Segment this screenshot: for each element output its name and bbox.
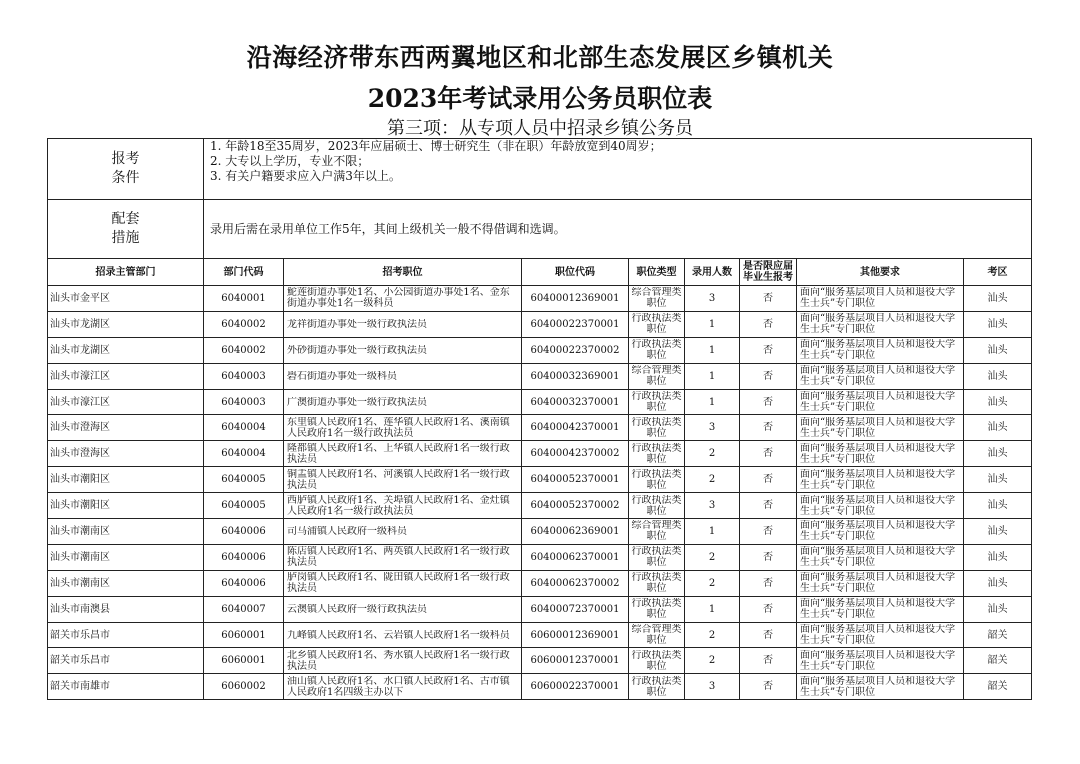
cell-grad-only: 否 xyxy=(740,570,797,596)
col-header-other: 其他要求 xyxy=(797,259,964,286)
cell-position xyxy=(284,441,522,467)
cell-hire-count: 3 xyxy=(685,286,740,312)
cell-dept-code: 6040006 xyxy=(204,519,284,545)
cell-grad-only: 否 xyxy=(740,674,797,700)
cell-grad-only: 否 xyxy=(740,596,797,622)
cell-other-requirements xyxy=(797,622,964,648)
cell-other-requirements-text: 面向“服务基层项目人员和退役大学生士兵”专门职位 xyxy=(800,365,956,388)
cell-position-text: 油山镇人民政府1名、水口镇人民政府1名、古市镇人民政府1名四级主办以下 xyxy=(287,675,510,698)
condition-item: 2. 大专以上学历，专业不限； xyxy=(210,154,370,168)
cell-position-code: 60600022370001 xyxy=(522,674,629,700)
cell-position-text: 云澳镇人民政府一级行政执法员 xyxy=(287,603,427,615)
cell-other-requirements xyxy=(797,544,964,570)
cell-exam-area: 汕头 xyxy=(964,389,1032,415)
cell-position-code: 60400042370001 xyxy=(522,415,629,441)
cell-other-requirements-text: 面向“服务基层项目人员和退役大学生士兵”专门职位 xyxy=(800,624,956,647)
table-row xyxy=(48,311,1032,337)
cell-dept: 汕头市金平区 xyxy=(48,286,204,312)
cell-grad-only: 否 xyxy=(740,467,797,493)
table-row xyxy=(48,467,1032,493)
cell-dept-code: 6040001 xyxy=(204,286,284,312)
cell-position-type-text: 行政执法类职位 xyxy=(631,675,682,698)
cell-position xyxy=(284,570,522,596)
cell-dept: 韶关市南雄市 xyxy=(48,674,204,700)
cell-position-code: 60400032370001 xyxy=(522,389,629,415)
cell-position-text: 司马浦镇人民政府一级科员 xyxy=(287,525,407,537)
cell-dept: 汕头市潮阳区 xyxy=(48,493,204,519)
cell-dept-code: 6060001 xyxy=(204,622,284,648)
cell-dept: 汕头市濠江区 xyxy=(48,389,204,415)
cell-position-type-text: 综合管理类职位 xyxy=(631,520,682,543)
cell-dept: 韶关市乐昌市 xyxy=(48,648,204,674)
table-row xyxy=(48,389,1032,415)
cell-other-requirements xyxy=(797,311,964,337)
cell-dept-code: 6060001 xyxy=(204,648,284,674)
cell-other-requirements-text: 面向“服务基层项目人员和退役大学生士兵”专门职位 xyxy=(800,339,956,362)
table-row xyxy=(48,674,1032,700)
cell-position-type xyxy=(629,389,685,415)
cell-position-type-text: 综合管理类职位 xyxy=(631,365,682,388)
table-row xyxy=(48,337,1032,363)
cell-other-requirements-text: 面向“服务基层项目人员和退役大学生士兵”专门职位 xyxy=(800,468,956,491)
table-row xyxy=(48,544,1032,570)
cell-exam-area: 汕头 xyxy=(964,337,1032,363)
cell-position-type xyxy=(629,622,685,648)
cell-position-type-text: 行政执法类职位 xyxy=(631,442,682,465)
cell-hire-count: 3 xyxy=(685,415,740,441)
measures-text xyxy=(204,200,1032,259)
cell-position-type-text: 综合管理类职位 xyxy=(631,624,682,647)
cell-dept-code: 6040006 xyxy=(204,544,284,570)
cell-position xyxy=(284,493,522,519)
cell-other-requirements xyxy=(797,286,964,312)
cell-position xyxy=(284,596,522,622)
cell-position-type xyxy=(629,674,685,700)
cell-hire-count: 1 xyxy=(685,363,740,389)
cell-dept: 汕头市龙湖区 xyxy=(48,311,204,337)
cell-other-requirements xyxy=(797,674,964,700)
cell-dept: 汕头市南澳县 xyxy=(48,596,204,622)
cell-position-type xyxy=(629,441,685,467)
cell-other-requirements-text: 面向“服务基层项目人员和退役大学生士兵”专门职位 xyxy=(800,546,956,569)
cell-other-requirements-text: 面向“服务基层项目人员和退役大学生士兵”专门职位 xyxy=(800,572,956,595)
document-title-line2: 2023年考试录用公务员职位表 xyxy=(367,84,713,113)
cell-position-type-text: 行政执法类职位 xyxy=(631,416,682,439)
cell-position-code: 60400052370002 xyxy=(522,493,629,519)
cell-position-type xyxy=(629,415,685,441)
measures-label-line2: 措施 xyxy=(111,230,140,246)
cell-dept-code: 6060002 xyxy=(204,674,284,700)
cell-exam-area: 汕头 xyxy=(964,441,1032,467)
conditions-label xyxy=(48,139,204,200)
cell-dept-code: 6040007 xyxy=(204,596,284,622)
condition-item: 1. 年龄18至35周岁，2023年应届硕士、博士研究生（非在职）年龄放宽到40周岁； xyxy=(210,139,662,153)
cell-position-text: 陈店镇人民政府1名、两英镇人民政府1名一级行政执法员 xyxy=(287,546,510,569)
cell-position-text: 胪岗镇人民政府1名、陇田镇人民政府1名一级行政执法员 xyxy=(287,572,510,595)
cell-position-text: 铜盂镇人民政府1名、河溪镇人民政府1名一级行政执法员 xyxy=(287,468,510,491)
cell-position-type xyxy=(629,286,685,312)
cell-position-type-text: 综合管理类职位 xyxy=(631,287,682,310)
cell-hire-count: 1 xyxy=(685,337,740,363)
cell-position-type-text: 行政执法类职位 xyxy=(631,468,682,491)
condition-item: 3. 有关户籍要求应入户满3年以上。 xyxy=(210,169,401,183)
cell-dept: 汕头市潮阳区 xyxy=(48,467,204,493)
cell-position-code: 60400072370001 xyxy=(522,596,629,622)
cell-position-code: 60400062370002 xyxy=(522,570,629,596)
table-header-row xyxy=(48,259,1032,286)
cell-hire-count: 3 xyxy=(685,493,740,519)
cell-hire-count: 1 xyxy=(685,311,740,337)
cell-position xyxy=(284,389,522,415)
cell-grad-only: 否 xyxy=(740,415,797,441)
cell-position-code: 60400032369001 xyxy=(522,363,629,389)
cell-position-code: 60400052370001 xyxy=(522,467,629,493)
cell-position-type-text: 行政执法类职位 xyxy=(631,598,682,621)
cell-hire-count: 1 xyxy=(685,389,740,415)
cell-other-requirements xyxy=(797,648,964,674)
cell-position-text: 九峰镇人民政府1名、云岩镇人民政府1名一级科员 xyxy=(287,629,510,641)
table-body xyxy=(48,286,1032,700)
table-row xyxy=(48,493,1032,519)
cell-hire-count: 2 xyxy=(685,648,740,674)
cell-other-requirements-text: 面向“服务基层项目人员和退役大学生士兵”专门职位 xyxy=(800,391,956,413)
cell-exam-area: 汕头 xyxy=(964,570,1032,596)
cell-position-code: 60400022370002 xyxy=(522,337,629,363)
cell-dept: 汕头市龙湖区 xyxy=(48,337,204,363)
cell-position-code: 60400062370001 xyxy=(522,544,629,570)
cell-other-requirements xyxy=(797,519,964,545)
cell-other-requirements xyxy=(797,493,964,519)
cell-position-text: 鮀莲街道办事处1名、小公园街道办事处1名、金东街道办事处1名一级科员 xyxy=(287,287,510,310)
col-header-area: 考区 xyxy=(964,259,1032,286)
cell-other-requirements xyxy=(797,337,964,363)
cell-position-type xyxy=(629,519,685,545)
cell-dept: 汕头市潮南区 xyxy=(48,519,204,545)
cell-dept: 汕头市潮南区 xyxy=(48,544,204,570)
cell-hire-count: 2 xyxy=(685,622,740,648)
cell-dept-code: 6040003 xyxy=(204,389,284,415)
cell-hire-count: 2 xyxy=(685,570,740,596)
cell-dept: 汕头市澄海区 xyxy=(48,415,204,441)
cell-dept-code: 6040006 xyxy=(204,570,284,596)
col-header-code: 部门代码 xyxy=(204,259,284,286)
conditions-text xyxy=(204,139,1032,200)
cell-position xyxy=(284,544,522,570)
position-table xyxy=(47,138,1032,700)
cell-dept-code: 6040003 xyxy=(204,363,284,389)
cell-exam-area: 汕头 xyxy=(964,415,1032,441)
cell-position-type xyxy=(629,648,685,674)
cell-position-code: 60400042370002 xyxy=(522,441,629,467)
cell-hire-count: 3 xyxy=(685,674,740,700)
cell-position-type-text: 行政执法类职位 xyxy=(631,494,682,517)
conditions-row xyxy=(48,139,1032,200)
table-row xyxy=(48,519,1032,545)
cell-dept: 汕头市濠江区 xyxy=(48,363,204,389)
cell-position-text: 北乡镇人民政府1名、秀水镇人民政府1名一级行政执法员 xyxy=(287,649,510,672)
cell-exam-area: 汕头 xyxy=(964,596,1032,622)
cell-position xyxy=(284,337,522,363)
cell-hire-count: 2 xyxy=(685,544,740,570)
cell-position-type-text: 行政执法类职位 xyxy=(631,391,682,413)
cell-exam-area: 汕头 xyxy=(964,286,1032,312)
cell-dept-code: 6040004 xyxy=(204,415,284,441)
cell-exam-area: 汕头 xyxy=(964,493,1032,519)
cell-dept: 韶关市乐昌市 xyxy=(48,622,204,648)
cell-other-requirements-text: 面向“服务基层项目人员和退役大学生士兵”专门职位 xyxy=(800,494,956,517)
cell-hire-count: 1 xyxy=(685,519,740,545)
cell-grad-only: 否 xyxy=(740,389,797,415)
cell-position-text: 东里镇人民政府1名、莲华镇人民政府1名、溪南镇人民政府1名一级行政执法员 xyxy=(287,416,510,439)
cell-dept-code: 6040005 xyxy=(204,493,284,519)
cell-position-type xyxy=(629,337,685,363)
cell-grad-only: 否 xyxy=(740,544,797,570)
cell-position-text: 礐石街道办事处一级科员 xyxy=(287,370,397,382)
cell-position-type xyxy=(629,311,685,337)
cell-other-requirements-text: 面向“服务基层项目人员和退役大学生士兵”专门职位 xyxy=(800,442,956,465)
cell-position xyxy=(284,519,522,545)
cell-grad-only: 否 xyxy=(740,337,797,363)
document-title-line1: 沿海经济带东西两翼地区和北部生态发展区乡镇机关 xyxy=(246,43,834,72)
cell-other-requirements xyxy=(797,467,964,493)
cell-hire-count: 2 xyxy=(685,467,740,493)
cell-position-text: 广澳街道办事处一级行政执法员 xyxy=(287,396,427,408)
cell-other-requirements xyxy=(797,415,964,441)
cell-other-requirements-text: 面向“服务基层项目人员和退役大学生士兵”专门职位 xyxy=(800,675,956,698)
cell-hire-count: 1 xyxy=(685,596,740,622)
cell-position-type xyxy=(629,596,685,622)
cell-other-requirements xyxy=(797,363,964,389)
cell-position-code: 60400012369001 xyxy=(522,286,629,312)
measures-label xyxy=(48,200,204,259)
cell-position-code: 60400062369001 xyxy=(522,519,629,545)
cell-other-requirements-text: 面向“服务基层项目人员和退役大学生士兵”专门职位 xyxy=(800,416,956,439)
cell-dept-code: 6040002 xyxy=(204,337,284,363)
cell-position xyxy=(284,311,522,337)
cell-grad-only: 否 xyxy=(740,311,797,337)
table-row xyxy=(48,648,1032,674)
cell-dept-code: 6040004 xyxy=(204,441,284,467)
table-row xyxy=(48,286,1032,312)
cell-position-type xyxy=(629,467,685,493)
cell-grad-only: 否 xyxy=(740,519,797,545)
cell-grad-only: 否 xyxy=(740,363,797,389)
measures-text-content: 录用后需在录用单位工作5年，其间上级机关一般不得借调和选调。 xyxy=(210,222,566,236)
table-row xyxy=(48,622,1032,648)
measures-row xyxy=(48,200,1032,259)
conditions-label-line2: 条件 xyxy=(111,170,140,186)
cell-position-type-text: 行政执法类职位 xyxy=(631,313,682,336)
cell-dept: 汕头市澄海区 xyxy=(48,441,204,467)
col-header-position: 招考职位 xyxy=(284,259,522,286)
table-row xyxy=(48,363,1032,389)
cell-dept: 汕头市潮南区 xyxy=(48,570,204,596)
cell-exam-area: 汕头 xyxy=(964,544,1032,570)
cell-position-type-text: 行政执法类职位 xyxy=(631,546,682,569)
cell-exam-area: 韶关 xyxy=(964,674,1032,700)
cell-other-requirements xyxy=(797,389,964,415)
measures-label-line1: 配套 xyxy=(111,211,140,227)
cell-position-type-text: 行政执法类职位 xyxy=(631,339,682,362)
col-header-count: 录用人数 xyxy=(685,259,740,286)
cell-position-type xyxy=(629,363,685,389)
cell-exam-area: 汕头 xyxy=(964,363,1032,389)
cell-exam-area: 汕头 xyxy=(964,519,1032,545)
cell-grad-only: 否 xyxy=(740,286,797,312)
cell-hire-count: 2 xyxy=(685,441,740,467)
cell-other-requirements-text: 面向“服务基层项目人员和退役大学生士兵”专门职位 xyxy=(800,287,956,310)
cell-position-code: 60600012370001 xyxy=(522,648,629,674)
conditions-label-line1: 报考 xyxy=(111,151,140,167)
cell-exam-area: 韶关 xyxy=(964,648,1032,674)
cell-other-requirements-text: 面向“服务基层项目人员和退役大学生士兵”专门职位 xyxy=(800,649,956,672)
cell-position-text: 西胪镇人民政府1名、关埠镇人民政府1名、金灶镇人民政府1名一级行政执法员 xyxy=(287,494,510,517)
cell-dept-code: 6040002 xyxy=(204,311,284,337)
cell-position xyxy=(284,415,522,441)
cell-exam-area: 汕头 xyxy=(964,311,1032,337)
cell-position-type-text: 行政执法类职位 xyxy=(631,649,682,672)
cell-position-code: 60400022370001 xyxy=(522,311,629,337)
document-subtitle: 第三项：从专项人员中招录乡镇公务员 xyxy=(387,118,693,139)
col-header-pos-code: 职位代码 xyxy=(522,259,629,286)
cell-position-type xyxy=(629,544,685,570)
cell-position-text: 外砂街道办事处一级行政执法员 xyxy=(287,344,427,356)
cell-grad-only: 否 xyxy=(740,493,797,519)
cell-position xyxy=(284,622,522,648)
cell-position-type-text: 行政执法类职位 xyxy=(631,572,682,595)
cell-position-code: 60600012369001 xyxy=(522,622,629,648)
cell-other-requirements xyxy=(797,570,964,596)
cell-position-text: 龙祥街道办事处一级行政执法员 xyxy=(287,318,427,330)
cell-grad-only: 否 xyxy=(740,648,797,674)
cell-position xyxy=(284,674,522,700)
col-header-grad-only: 是否限应届毕业生报考 xyxy=(740,259,797,286)
cell-position xyxy=(284,286,522,312)
table-row xyxy=(48,441,1032,467)
col-header-dept: 招录主管部门 xyxy=(48,259,204,286)
cell-other-requirements xyxy=(797,441,964,467)
cell-grad-only: 否 xyxy=(740,441,797,467)
cell-position-type xyxy=(629,570,685,596)
cell-position xyxy=(284,467,522,493)
col-header-pos-type: 职位类型 xyxy=(629,259,685,286)
table-row xyxy=(48,415,1032,441)
cell-position-type xyxy=(629,493,685,519)
cell-exam-area: 韶关 xyxy=(964,622,1032,648)
cell-other-requirements-text: 面向“服务基层项目人员和退役大学生士兵”专门职位 xyxy=(800,520,956,543)
cell-other-requirements-text: 面向“服务基层项目人员和退役大学生士兵”专门职位 xyxy=(800,598,956,621)
cell-other-requirements xyxy=(797,596,964,622)
table-row xyxy=(48,596,1032,622)
cell-other-requirements-text: 面向“服务基层项目人员和退役大学生士兵”专门职位 xyxy=(800,313,956,336)
cell-position-text: 隆都镇人民政府1名、上华镇人民政府1名一级行政执法员 xyxy=(287,442,510,465)
cell-position xyxy=(284,363,522,389)
cell-position xyxy=(284,648,522,674)
cell-exam-area: 汕头 xyxy=(964,467,1032,493)
cell-grad-only: 否 xyxy=(740,622,797,648)
table-row xyxy=(48,570,1032,596)
cell-dept-code: 6040005 xyxy=(204,467,284,493)
